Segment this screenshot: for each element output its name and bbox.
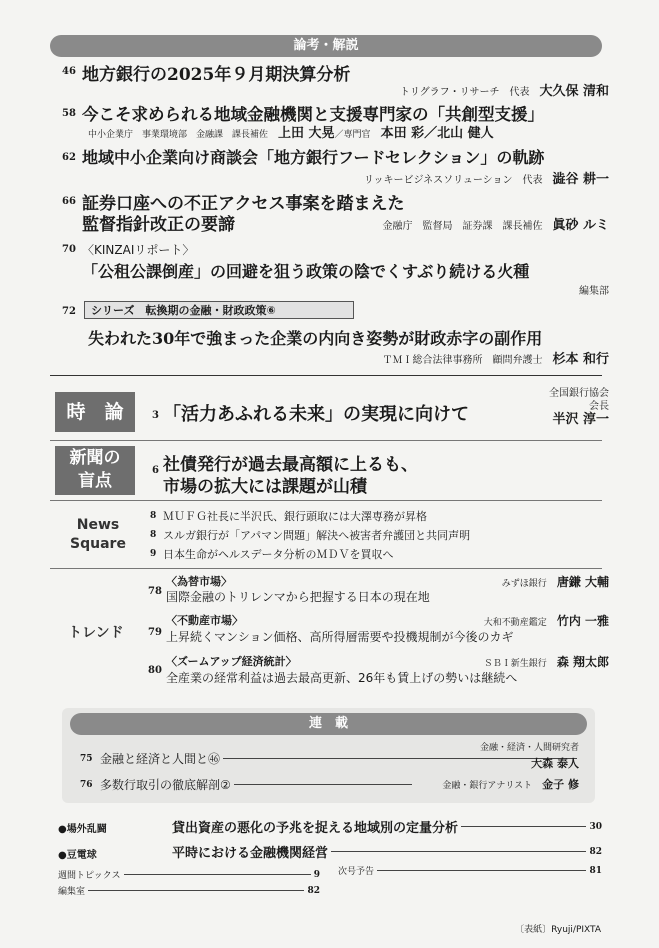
misc-page: 81 bbox=[589, 865, 602, 876]
article-byline bbox=[400, 80, 609, 99]
news-list bbox=[150, 507, 470, 564]
shinbun-title-2[interactable]: 市場の拡大には課題が山積 bbox=[163, 477, 367, 497]
jiron-title[interactable]: 「活力あふれる未来」の実現に向けて bbox=[163, 404, 469, 425]
trend-text[interactable]: 上昇続くマンション価格、高所得層需要や投機規制が今後のカギ bbox=[166, 630, 514, 644]
byline-name2: 本田 彩／北山 健人 bbox=[380, 126, 494, 141]
section-header-ronko bbox=[50, 35, 602, 57]
byline-org: ＴＭＩ総合法律事務所 顧問弁護士 bbox=[382, 355, 543, 366]
article-title[interactable]: 地方銀行の2025年９月期決算分析 bbox=[82, 65, 351, 85]
misc-item[interactable] bbox=[338, 864, 602, 877]
column-title: 貸出資産の悪化の予兆を捉える地域別の定量分析 bbox=[172, 821, 459, 836]
rensai-author bbox=[480, 741, 579, 771]
trend-name: 森 翔太郎 bbox=[556, 655, 609, 669]
article-page: 58 bbox=[62, 108, 76, 119]
article-title-line2[interactable]: 監督指針改正の要諦 bbox=[82, 215, 235, 235]
column-page: 30 bbox=[589, 821, 602, 832]
divider bbox=[50, 440, 602, 441]
article-title[interactable]: 今こそ求められる地域金融機関と支援専門家の「共創型支援」 bbox=[82, 105, 544, 124]
byline-org: トリグラフ・リサーチ 代表 bbox=[399, 87, 530, 98]
trend-head: 〈不動産市場〉 bbox=[166, 614, 243, 627]
trend-label: トレンド bbox=[68, 625, 124, 641]
trend-text[interactable]: 全産業の経常利益は過去最高更新、26年も賃上げの勢いは継続へ bbox=[166, 671, 518, 685]
misc-label: 週間トピックス bbox=[58, 871, 121, 881]
article-byline bbox=[382, 348, 609, 367]
divider bbox=[50, 500, 602, 501]
news-square-label bbox=[58, 516, 138, 554]
article-byline bbox=[88, 122, 494, 141]
misc-page: 82 bbox=[307, 885, 320, 896]
news-text: スルガ銀行が「アパマン問題」解決へ被害者弁護団と共同声明 bbox=[163, 529, 471, 542]
byline-org: 中小企業庁 事業環境部 金融課 課長補佐 bbox=[88, 130, 269, 140]
rensai-page: 75 bbox=[80, 753, 93, 764]
trend-author bbox=[502, 573, 609, 590]
jiron-role: 会長 bbox=[589, 401, 609, 412]
rensai-title: 多数行取引の徹底解剖② bbox=[100, 778, 231, 792]
leader-line bbox=[88, 890, 304, 891]
news-item[interactable] bbox=[150, 507, 470, 526]
rensai-author bbox=[442, 776, 579, 792]
shinbun-label bbox=[55, 446, 135, 495]
rensai-name: 大森 泰人 bbox=[531, 757, 579, 770]
byline-org: 金融庁 監督局 証券課 課長補佐 bbox=[382, 221, 543, 232]
article-page: 66 bbox=[62, 196, 76, 207]
shinbun-label-line1: 新聞の bbox=[69, 448, 121, 468]
trend-page: 80 bbox=[148, 665, 162, 676]
leader-line bbox=[331, 851, 586, 852]
jiron-org: 全国銀行協会 bbox=[549, 388, 609, 399]
news-label-line2: Square bbox=[70, 536, 126, 552]
rensai-page: 76 bbox=[80, 779, 93, 790]
jiron-name: 半沢 淳一 bbox=[552, 412, 609, 427]
misc-item[interactable] bbox=[58, 884, 320, 897]
article-title[interactable]: 地域中小企業向け商談会「地方銀行フードセレクション」の軌跡 bbox=[82, 148, 545, 167]
leader-line bbox=[124, 874, 311, 875]
misc-label: 次号予告 bbox=[338, 867, 375, 877]
column-page: 82 bbox=[589, 846, 602, 857]
byline-name: 眞砂 ルミ bbox=[552, 218, 609, 233]
trend-org: みずほ銀行 bbox=[501, 579, 547, 589]
news-page: 9 bbox=[150, 549, 157, 559]
trend-author bbox=[484, 653, 609, 670]
section-divider bbox=[50, 375, 602, 376]
byline-name: 上田 大晃 bbox=[278, 126, 335, 141]
rensai-name: 金子 修 bbox=[542, 778, 579, 791]
byline-name: 大久保 清和 bbox=[539, 84, 609, 99]
trend-text[interactable]: 国際金融のトリレンマから把握する日本の現在地 bbox=[166, 590, 430, 604]
trend-org: ＳＢＩ新生銀行 bbox=[483, 659, 547, 669]
column-label: ●場外乱闘 bbox=[58, 824, 107, 835]
rensai-org: 金融・銀行アナリスト bbox=[442, 781, 533, 791]
leader-line bbox=[461, 826, 586, 827]
misc-page: 9 bbox=[313, 869, 320, 880]
leader-line bbox=[234, 784, 412, 785]
byline-org2: ／専門官 bbox=[334, 130, 371, 140]
news-item[interactable] bbox=[150, 526, 470, 545]
news-text: ＭＵＦＧ社長に半沢氏、銀行頭取には大澤専務が昇格 bbox=[163, 510, 427, 523]
news-text: 日本生命がヘルスデータ分析のＭＤＶを買収へ bbox=[163, 548, 394, 561]
jiron-page: 3 bbox=[152, 410, 159, 421]
article-page: 46 bbox=[62, 66, 76, 77]
article-title[interactable]: 失われた30年で強まった企業の内向き姿勢が財政赤字の副作用 bbox=[88, 329, 543, 348]
trend-page: 79 bbox=[148, 627, 162, 638]
rensai-header bbox=[70, 713, 587, 735]
rensai-header-text: 連 載 bbox=[308, 716, 348, 731]
misc-item[interactable] bbox=[58, 868, 320, 881]
article-page: 70 bbox=[62, 244, 76, 255]
byline-name: 澁谷 耕一 bbox=[552, 172, 609, 187]
article-byline bbox=[364, 168, 609, 187]
article-title[interactable]: 「公租公課倒産」の回避を狙う政策の陰でくすぶり続ける火種 bbox=[82, 262, 530, 281]
news-page: 8 bbox=[150, 530, 157, 540]
column-item[interactable] bbox=[172, 842, 602, 861]
shinbun-title-1[interactable]: 社債発行が過去最高額に上るも、 bbox=[163, 455, 418, 475]
news-item[interactable] bbox=[150, 545, 470, 564]
series-badge bbox=[84, 301, 354, 319]
trend-org: 大和不動産鑑定 bbox=[483, 618, 547, 628]
news-page: 8 bbox=[150, 511, 157, 521]
series-label: シリーズ 転換期の金融・財政政策⑥ bbox=[91, 304, 276, 317]
column-label: ●豆電球 bbox=[58, 850, 97, 861]
rensai-title: 金融と経済と人間と㊻ bbox=[100, 752, 221, 766]
byline-name: 杉本 和行 bbox=[552, 352, 609, 367]
article-byline: 編集部 bbox=[579, 286, 609, 297]
divider bbox=[50, 568, 602, 569]
trend-name: 竹内 一雅 bbox=[556, 614, 609, 628]
byline-org: リッキービジネスソリューション 代表 bbox=[363, 175, 543, 186]
trend-head: 〈ズームアップ経済統計〉 bbox=[166, 655, 297, 668]
article-page: 62 bbox=[62, 152, 76, 163]
shinbun-label-line2: 盲点 bbox=[78, 471, 112, 491]
trend-name: 唐鎌 大輔 bbox=[556, 575, 609, 589]
jiron-label: 時 論 bbox=[55, 392, 135, 432]
shinbun-page: 6 bbox=[152, 465, 159, 476]
leader-line bbox=[377, 870, 586, 871]
article-title[interactable]: 証券口座への不正アクセス事案を踏まえた bbox=[82, 194, 405, 214]
column-item[interactable] bbox=[172, 817, 602, 836]
jiron-author bbox=[549, 387, 609, 426]
column-title: 平時における金融機関経営 bbox=[172, 846, 329, 861]
misc-label: 編集室 bbox=[58, 887, 86, 897]
trend-author bbox=[484, 612, 609, 629]
article-byline bbox=[382, 214, 609, 233]
trend-page: 78 bbox=[148, 586, 162, 597]
article-page: 72 bbox=[62, 306, 76, 317]
rensai-org: 金融・経済・人間研究者 bbox=[479, 743, 579, 753]
trend-head: 〈為替市場〉 bbox=[166, 575, 232, 588]
article-pre-label: 〈KINZAIリポート〉 bbox=[82, 243, 195, 257]
section-header-text: 論考・解説 bbox=[293, 38, 359, 53]
cover-credit: 〔表紙〕Ryuji/PIXTA bbox=[515, 925, 601, 935]
rensai-item[interactable] bbox=[80, 776, 415, 793]
news-label-line1: News bbox=[76, 517, 120, 533]
